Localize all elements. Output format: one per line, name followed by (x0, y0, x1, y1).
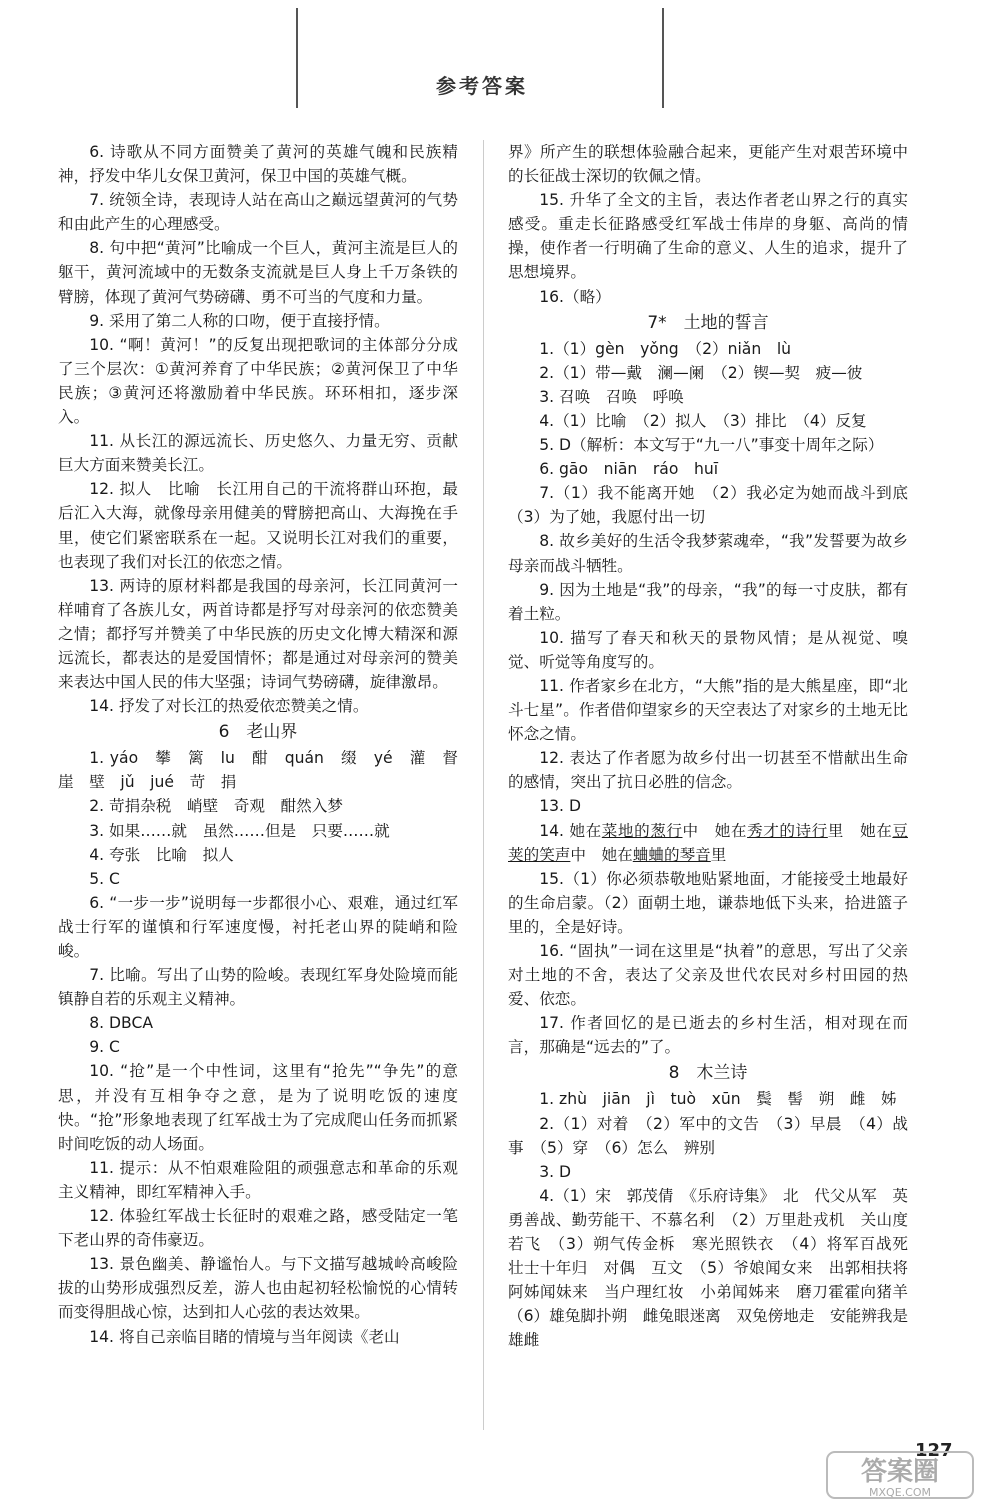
answer-item: 12. 体验红军战士长征时的艰难之路，感受陆定一笔下老山界的奇伟豪迈。 (58, 1207, 458, 1250)
answer-item: 16.（略） (539, 287, 611, 306)
answer-item: 7.（1）我不能离开她 （2）我必定为她而战斗到底 （3）为了她，我愿付出一切 (508, 484, 924, 527)
watermark-logo-icon (825, 1450, 975, 1500)
section-title: 7* 土地的誓言 (647, 312, 769, 333)
page-number: 127 (915, 1440, 953, 1461)
underlined-phrase: 菜地的葱行 (601, 821, 683, 840)
underlined-phrase: 豆荚的笑声 (508, 821, 908, 864)
answer-item: 2.（1）对着 （2）军中的文告 （3）早晨 （4）战事 （5）穿 （6）怎么 辨别 (508, 1114, 908, 1157)
answer-item: 13. D (539, 797, 581, 816)
answer-item: 12. 拟人 比喻 长江用自己的干流将群山环抱，最后汇入大海，就像母亲用健美的臂膀把高山、大海挽在手里，使它们紧密联系在一起。又说明长江对我们的重要，也表现了我们对长江的依恋之情。 (58, 480, 458, 571)
page-header-title: 参考答案 (436, 74, 528, 98)
answer-item: 10. “啊！黄河！”的反复出现把歌词的主体部分分成了三个层次：①黄河养育了中华民族；②黄河保卫了中华民族；③黄河还将激励着中华民族。环环相扣，逐步深入。 (58, 335, 458, 427)
answer-item: 4.（1）宋 郭茂倩 《乐府诗集》 北 代父从军 英勇善战、勤劳能干、不慕名利 （2）万里赴戎机 关山度若飞 （3）朔气传金柝 寒光照铁衣 （4）将军百战死 壮士十年归 对偶 互文 （5）爷娘闻女来 出郭相扶将 阿姊闻妹来 当户理红妆 小弟闻姊来 磨刀霍霍向猪羊 （6）雄兔脚扑朔 雌兔眼迷离 双兔傍地走 安能辨我是雄雌 (508, 1186, 924, 1350)
answer-item: 5. C (89, 869, 120, 888)
answer-item (508, 819, 908, 867)
answer-item: 6. gāo niān ráo huī (539, 460, 719, 479)
answer-item: 7. 统领全诗，表现诗人站在高山之巅远望黄河的气势和由此产生的心理感受。 (58, 191, 458, 234)
answer-text: 中 她在 (682, 821, 748, 840)
section-title: 8 木兰诗 (668, 1063, 748, 1084)
answer-item: 8. 故乡美好的生活令我梦萦魂牵，“我”发誓要为故乡母亲而战斗牺牲。 (508, 532, 908, 575)
answer-item: 9. 因为土地是“我”的母亲，“我”的每一寸皮肤，都有着土粒。 (508, 580, 908, 623)
answer-continuation: 界》所产生的联想体验融合起来，更能产生对艰苦环境中的长征战士深切的钦佩之情。 (508, 143, 908, 186)
answer-item: 4.（1）比喻 （2）拟人 （3）排比 （4）反复 (539, 411, 867, 430)
answer-item: 1. zhù jiān jì tuò xūn 鬓 髻 朔 雌 姊 (539, 1090, 897, 1109)
answer-text: 14. 她在 (539, 821, 602, 840)
answer-item: 17. 作者回忆的是已逝去的乡村生活，相对现在而言，那确是“远去的”了。 (508, 1014, 908, 1057)
answer-item: 15. 升华了全文的主旨，表达作者老山界之行的真实感受。重走长征路感受红军战士伟岸的身躯、高尚的情操，使作者一行明确了生命的意义、人生的追求，提升了思想境界。 (508, 191, 908, 282)
left-column (58, 140, 474, 1349)
answer-item: 2. 苛捐杂税 峭壁 奇观 酣然入梦 (89, 797, 343, 816)
right-column (508, 140, 924, 1353)
answer-item: 13. 景色幽美、静谧怡人。与下文描写越城岭高峻险拔的山势形成强烈反差，游人也由起初轻松愉悦的心情转而变得胆战心惊，达到扣人心弦的表达效果。 (58, 1255, 458, 1322)
answer-item: 8. 句中把“黄河”比喻成一个巨人，黄河主流是巨人的躯干，黄河流域中的无数条支流就是巨人身上千万条铁的臂膀，体现了黄河气势磅礴、勇不可当的气度和力量。 (58, 239, 458, 306)
answer-item: 12. 表达了作者愿为故乡付出一切甚至不惜献出生命的感情，突出了抗日必胜的信念。 (508, 749, 908, 792)
answer-item: 9. C (89, 1038, 120, 1057)
answer-item: 6. 诗歌从不同方面赞美了黄河的英雄气魄和民族精神，抒发中华儿女保卫黄河，保卫中国的英雄气概。 (58, 143, 458, 186)
underlined-phrase: 蛐蛐的琴音 (632, 845, 711, 864)
answer-item: 10. “抢”是一个中性词，这里有“抢先”“争先”的意思，并没有互相争夺之意，是为了说明吃饭的速度快。“抢”形象地表现了红军战士为了完成爬山任务而抓紧时间吃饭的动人场面。 (58, 1062, 458, 1153)
section-title: 6 老山界 (218, 722, 298, 743)
answer-item: 15.（1）你必须恭敬地贴紧地面，才能接受土地最好的生命启蒙。（2）面朝土地，谦恭地低下头来，拾进篮子里的，全是好诗。 (508, 869, 908, 936)
answer-item: 14. 将自己亲临目睹的情境与当年阅读《老山 (89, 1327, 400, 1346)
answer-item: 1. yáo 攀 篱 lu 酣 quán 缀 yé 灌 督 崖 壁 jǔ jué 苛 捐 (58, 749, 474, 792)
answer-item: 14. 抒发了对长江的热爱依恋赞美之情。 (89, 697, 369, 716)
answer-item: 16. “固执”一词在这里是“执着”的意思，写出了父亲对土地的不舍，表达了父亲及世代农民对乡村田园的热爱、依恋。 (508, 942, 908, 1009)
answer-item: 9. 采用了第二人称的口吻，便于直接抒情。 (89, 311, 390, 330)
answer-item: 7. 比喻。写出了山势的险峻。表现红军身处险境而能镇静自若的乐观主义精神。 (58, 966, 458, 1009)
answer-text: 里 她在 (827, 821, 893, 840)
watermark-main: 答案圈 (860, 1457, 940, 1487)
answer-item: 3. 召唤 召唤 呼唤 (539, 387, 684, 406)
answer-item: 3. D (539, 1162, 572, 1181)
answer-text: 里 (710, 845, 727, 864)
answer-item: 11. 作者家乡在北方，“大熊”指的是大熊星座，即“北斗七星”。作者借仰望家乡的天空表达了对家乡的土地无比怀念之情。 (508, 676, 908, 744)
answer-item: 13. 两诗的原材料都是我国的母亲河，长江同黄河一样哺育了各族儿女，两首诗都是抒写对母亲河的依恋赞美之情；都抒写并赞美了中华民族的历史文化博大精深和源远流长，都表达的是爱国情怀；都是通过对母亲河的赞美来表达中国人民的伟大坚强；诗词气势磅礴，旋律激昂。 (58, 576, 458, 692)
answer-item: 2.（1）带—戴 澜—阑 （2）锲—契 疲—彼 (539, 363, 863, 382)
answer-item: 10. 描写了春天和秋天的景物风情；是从视觉、嗅觉、听觉等角度写的。 (508, 628, 908, 671)
answer-item: 8. DBCA (89, 1014, 154, 1033)
answer-item: 11. 从长江的源远流长、历史悠久、力量无穷、贡献巨大方面来赞美长江。 (58, 432, 458, 475)
header-rule-left (296, 8, 298, 108)
answer-item: 4. 夸张 比喻 拟人 (89, 845, 234, 864)
answer-item: 1.（1）gèn yǒng （2）niǎn lù (539, 339, 792, 358)
watermark-sub: MXQE.COM (869, 1486, 931, 1499)
answer-item: 11. 提示：从不怕艰难险阻的顽强意志和革命的乐观主义精神，即红军精神入手。 (58, 1158, 458, 1201)
answer-text: 中 她在 (570, 845, 633, 864)
underlined-phrase: 秀才的诗行 (747, 821, 828, 840)
column-divider (483, 140, 484, 1430)
answer-item: 5. D（解析：本文写于“九一八”事变十周年之际） (539, 436, 884, 455)
answer-item: 3. 如果……就 虽然……但是 只要……就 (89, 821, 390, 840)
answer-item: 6. “一步一步”说明每一步都很小心、艰难，通过红军战士行军的谨慎和行军速度慢，衬托老山界的陡峭和险峻。 (58, 893, 458, 960)
